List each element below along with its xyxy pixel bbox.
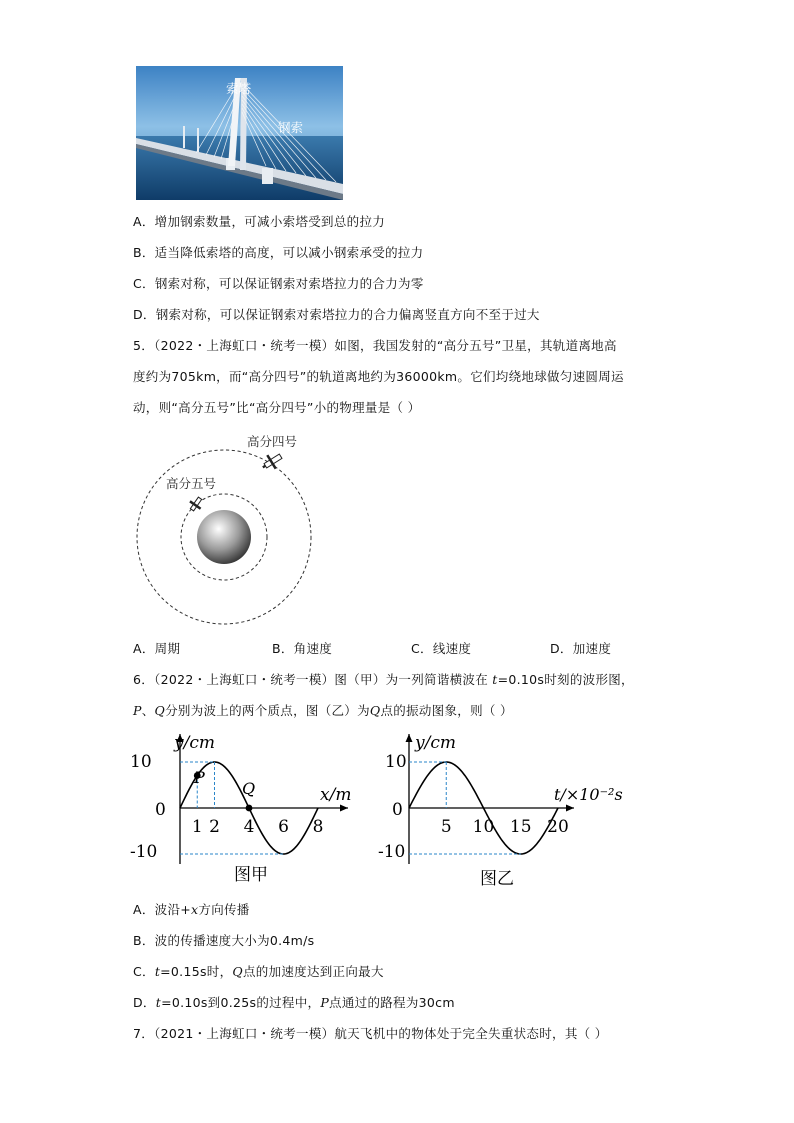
tower-label: 索塔 — [226, 81, 252, 96]
graph-yi — [378, 728, 623, 892]
graph-yi-ytick-0: 0 — [392, 800, 403, 820]
q5-option-d: D．加速度 — [550, 641, 612, 656]
graph-yi-title: 图乙 — [480, 869, 514, 889]
ga-xtick-1: 1 — [191, 817, 203, 837]
q6-stem-q: Q — [154, 703, 166, 718]
graph-yi-ytick-10: 10 — [385, 752, 407, 772]
point-q — [246, 805, 253, 812]
q5-stem-line1: 5．（2022・上海虹口・统考一模）如图，我国发射的“高分五号”卫星，其轨道离地高 — [133, 338, 617, 353]
q6-d-rest: 点通过的路程为30cm — [329, 995, 455, 1010]
q5-option-c: C．线速度 — [411, 641, 472, 656]
q5-option-a: A．周期 — [133, 641, 181, 656]
q6-stem-1a: 6．（2022・上海虹口・统考一模）图（甲）为一列简谐横波在 — [133, 672, 493, 687]
q4-option-a: A．增加钢索数量，可减小索塔受到总的拉力 — [133, 214, 386, 229]
q6-c-var: t — [154, 964, 161, 979]
q6-stem-q2: Q — [369, 703, 381, 718]
q6-option-c — [133, 964, 384, 980]
point-q-label: Q — [242, 779, 256, 798]
ga-x-arrow — [340, 805, 348, 812]
q6-option-b: B．波的传播速度大小为0.4m/s — [133, 933, 315, 948]
point-p-label: P — [194, 768, 205, 787]
q6-stem-2a: 、 — [141, 703, 155, 718]
q6-stem-t: t — [492, 672, 498, 687]
cable-label: 钢索 — [278, 120, 304, 135]
graph-yi-xlabel: t/×10⁻²s — [554, 785, 623, 804]
q6-c-rest: 点的加速度达到正向最大 — [242, 964, 384, 979]
ga-xtick-2: 2 — [209, 817, 220, 837]
q6-stem-2b: 分别为波上的两个质点，图（乙）为 — [165, 703, 370, 718]
gb-y-arrow — [406, 734, 413, 742]
label-gaofen4: 高分四号 — [247, 434, 298, 449]
ga-xtick-4: 4 — [243, 817, 255, 837]
graph-yi-ylabel: y/cm — [415, 733, 456, 753]
q6-a-var: x — [191, 902, 199, 917]
q6-option-a — [133, 902, 250, 918]
q6-d-var: t — [155, 995, 162, 1010]
q6-a-rest: 方向传播 — [198, 902, 250, 917]
graph-jia-ytick-0: 0 — [155, 800, 166, 820]
q5-stem-line3: 动，则“高分五号”比“高分四号”小的物理量是（ ） — [133, 400, 421, 415]
label-gaofen5: 高分五号 — [166, 476, 217, 491]
q6-stem-1b: =0.10s时刻的波形图， — [497, 672, 634, 687]
gb-xtick-20: 20 — [547, 817, 569, 837]
q4-option-c: C．钢索对称，可以保证钢索对索塔拉力的合力为零 — [133, 276, 424, 291]
q6-d-mid: =0.10s到0.25s的过程中， — [161, 995, 321, 1010]
graph-yi-ytick-neg10: -10 — [378, 842, 406, 862]
graph-jia — [130, 728, 362, 888]
graph-jia-ytick-neg10: -10 — [130, 842, 158, 862]
gb-xtick-5: 5 — [440, 817, 452, 837]
q6-a-label: A．波沿+ — [133, 902, 192, 917]
gb-x-arrow — [566, 805, 574, 812]
q6-d-label: D． — [133, 995, 156, 1010]
bridge-photo — [136, 66, 343, 200]
q6-stem-line2 — [133, 703, 513, 719]
graph-jia-ylabel: y/cm — [174, 733, 215, 753]
q6-option-d — [133, 995, 455, 1011]
q7-stem-line1: 7．（2021・上海虹口・统考一模）航天飞机中的物体处于完全失重状态时，其（ ） — [133, 1026, 608, 1041]
q6-stem-2c: 点的振动图象，则（ ） — [380, 703, 513, 718]
graph-jia-title: 图甲 — [234, 865, 268, 885]
q5-stem-line2: 度约为705km，而“高分四号”的轨道离地约为36000km。它们均绕地球做匀速圆周运 — [133, 369, 624, 384]
q6-stem-line1 — [133, 672, 634, 688]
satellite-outer-icon — [259, 449, 285, 474]
gb-xtick-15: 15 — [509, 817, 532, 837]
q6-c-label: C． — [133, 964, 155, 979]
q4-option-d: D．钢索对称，可以保证钢索对索塔拉力的合力偏离竖直方向不至于过大 — [133, 307, 540, 322]
ga-xtick-6: 6 — [278, 817, 289, 837]
gb-xtick-10: 10 — [472, 817, 495, 837]
q5-option-b: B．角速度 — [272, 641, 333, 656]
bridge-illustration — [136, 66, 343, 200]
q6-c-mid: =0.15s时， — [160, 964, 233, 979]
q6-d-var2: P — [320, 995, 330, 1010]
graph-jia-ytick-10: 10 — [130, 752, 152, 772]
q6-stem-p: P — [133, 703, 142, 718]
q4-option-b: B．适当降低索塔的高度，可以减小钢索承受的拉力 — [133, 245, 424, 260]
orbit-diagram — [130, 426, 330, 626]
ga-xtick-8: 8 — [312, 817, 324, 837]
q6-c-var2: Q — [232, 964, 243, 979]
earth — [197, 510, 251, 564]
graph-jia-xlabel: x/m — [320, 785, 352, 805]
